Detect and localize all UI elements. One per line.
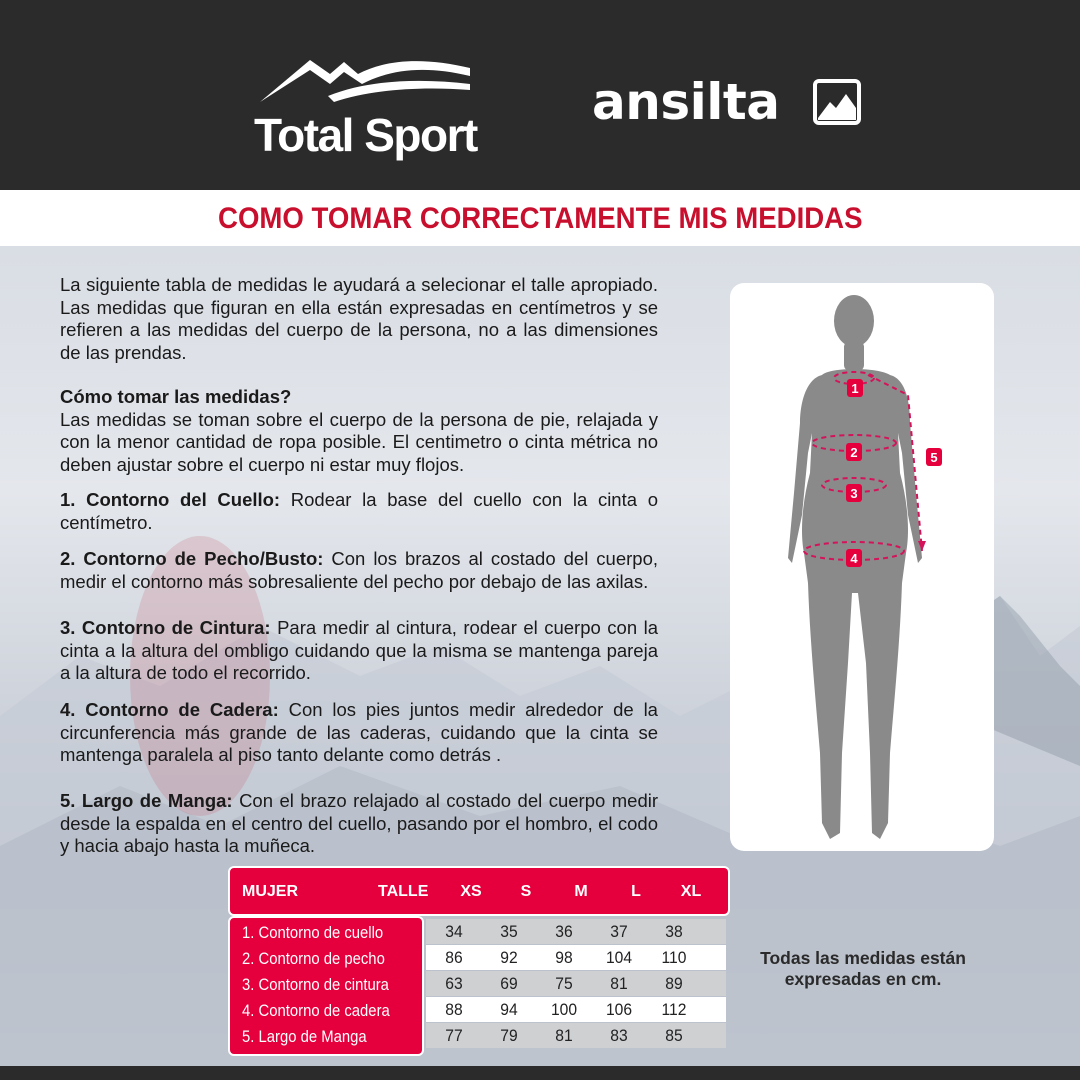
size-header-label: TALLE (378, 883, 429, 900)
size-table (228, 866, 730, 1056)
instruction-title: 5. Largo de Manga: (60, 790, 233, 811)
how-to-heading: Cómo tomar las medidas? (60, 386, 292, 407)
table-row (426, 1023, 726, 1048)
table-header-row (228, 866, 730, 916)
how-to-text: Las medidas se toman sobre el cuerpo de la persona de pie, relajada y con la menor cantidad de ropa posible. El centimetro o cinta métrica no deben ajustar sobre el cuerpo ni estar muy flojos. (60, 408, 658, 475)
total-sport-wordmark: Total Sport (254, 109, 477, 161)
body-figure-card (730, 283, 994, 851)
marker-4: 4 (850, 551, 858, 566)
table-row (426, 945, 726, 970)
table-cell: 34 (445, 922, 463, 941)
instruction-text: Con los pies juntos medir alrededor de la circunferencia más grande de las caderas, cuidando que la cinta se mantenga paralela al piso tanto delante como detrás . (60, 699, 658, 765)
page-title: COMO TOMAR CORRECTAMENTE MIS MEDIDAS (217, 202, 863, 235)
row-label-sleeve: 5. Largo de Manga (242, 1028, 367, 1046)
bottom-bar (0, 1066, 1080, 1080)
table-cell: 75 (555, 974, 573, 993)
instruction-text: Para medir al cintura, rodear el cuerpo con la cinta a la altura del ombligo cuidando que la misma se mantenga pareja a la altura de todo el recorrido. (60, 617, 658, 683)
header-bar (0, 0, 1080, 190)
table-cell: 83 (610, 1026, 628, 1045)
table-cell: 98 (555, 948, 573, 967)
table-cell: 94 (500, 1000, 518, 1019)
instruction-sleeve (60, 790, 658, 858)
body-silhouette-diagram (730, 283, 994, 851)
size-xl-header: XL (680, 883, 702, 900)
row-label-waist: 3. Contorno de cintura (242, 976, 389, 994)
size-m-header: M (574, 883, 588, 900)
instruction-waist (60, 617, 658, 685)
marker-3: 3 (850, 486, 858, 501)
table-cell: 85 (665, 1026, 683, 1045)
units-note-line-2: expresadas en cm. (784, 969, 942, 989)
table-cell: 69 (500, 974, 518, 993)
instruction-chest (60, 548, 658, 593)
table-row (426, 971, 726, 996)
units-note (748, 948, 978, 990)
mountain-logo-icon (258, 52, 473, 112)
table-cell: 38 (665, 922, 683, 941)
instruction-text: Rodear la base del cuello con la cinta o centímetro. (60, 489, 658, 533)
table-cell: 106 (605, 1000, 633, 1019)
marker-2: 2 (850, 445, 858, 460)
instruction-title: 1. Contorno del Cuello: (60, 489, 281, 510)
table-cell: 35 (500, 922, 518, 941)
marker-5: 5 (930, 450, 938, 465)
instruction-title: 2. Contorno de Pecho/Busto: (60, 548, 324, 569)
instruction-hip (60, 699, 658, 767)
row-labels-panel (228, 916, 424, 1056)
ansilta-wordmark: ansilta (592, 73, 780, 131)
table-cell: 79 (500, 1026, 518, 1045)
gender-label: MUJER (242, 883, 299, 900)
table-cell: 86 (445, 948, 463, 967)
size-s-header: S (520, 883, 532, 900)
total-sport-logo (250, 52, 480, 162)
marker-1: 1 (851, 381, 859, 396)
table-cell: 77 (445, 1026, 463, 1045)
intro-paragraph: La siguiente tabla de medidas le ayudará a selecionar el talle apropiado. Las medidas que figuran en ella están expresadas en centímetros y se refieren a las medidas del cuerpo de la persona, no a las dimensiones de las prendas. (60, 274, 658, 363)
table-cell: 110 (661, 948, 687, 967)
table-row (426, 919, 726, 944)
table-cell: 37 (610, 922, 628, 941)
table-cell: 89 (665, 974, 683, 993)
row-label-neck: 1. Contorno de cuello (242, 924, 384, 942)
table-cell: 112 (661, 1000, 687, 1019)
table-cell: 92 (500, 948, 518, 967)
instruction-title: 3. Contorno de Cintura: (60, 617, 271, 638)
instruction-title: 4. Contorno de Cadera: (60, 699, 279, 720)
table-cell: 100 (550, 1000, 578, 1019)
table-cell: 81 (555, 1026, 573, 1045)
how-to-paragraph (60, 386, 658, 476)
title-bar (0, 190, 1080, 246)
table-cell: 63 (445, 974, 463, 993)
instruction-text: Con los brazos al costado del cuerpo, medir el contorno más sobresaliente del pecho por debajo de las axilas. (60, 548, 658, 592)
mountain-box-icon (812, 78, 862, 126)
units-note-line-1: Todas las medidas están (760, 948, 966, 968)
table-cell: 104 (605, 948, 633, 967)
row-label-hip: 4. Contorno de cadera (242, 1002, 390, 1020)
table-cell: 88 (445, 1000, 463, 1019)
table-cell: 81 (610, 974, 628, 993)
instruction-text: Con el brazo relajado al costado del cuerpo medir desde la espalda en el centro del cuello, pasando por el hombro, el codo y hacia abajo hasta la muñeca. (60, 790, 659, 856)
size-xs-header: XS (460, 883, 482, 900)
row-label-chest: 2. Contorno de pecho (242, 950, 385, 968)
size-l-header: L (631, 883, 641, 900)
instruction-neck (60, 489, 658, 534)
table-row (426, 997, 726, 1022)
table-cell: 36 (555, 922, 573, 941)
